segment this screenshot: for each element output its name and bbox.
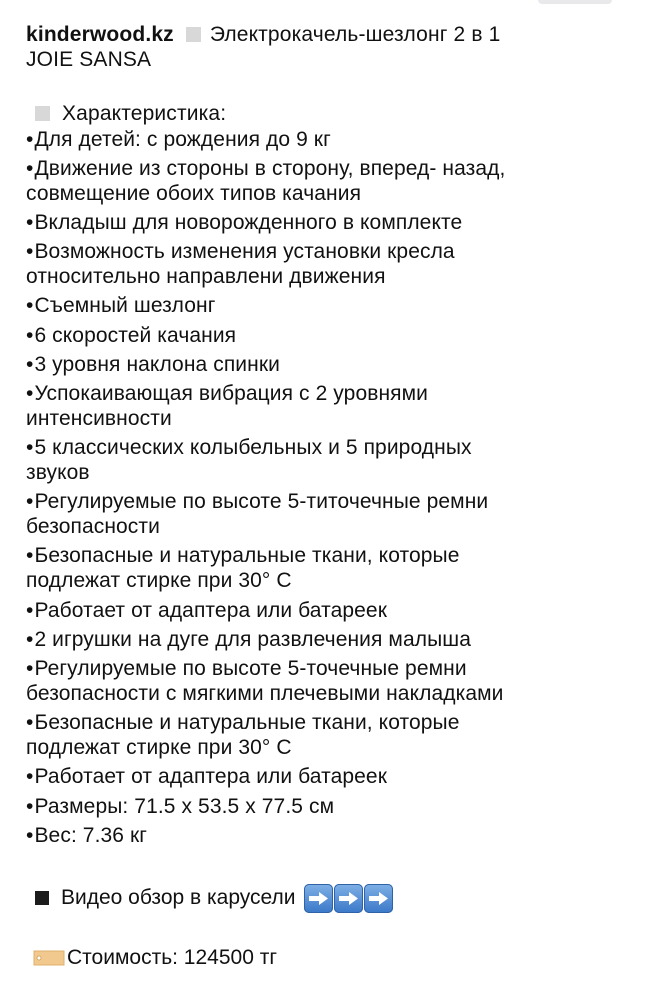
feature-text: безопасности с мягкими плечевыми накладками <box>26 682 504 706</box>
bullet: • <box>26 794 34 818</box>
feature-text: Для детей: с рождения до 9 кг <box>34 127 331 151</box>
top-edge <box>0 0 649 6</box>
feature-text: Регулируемые по высоте 5-титочечные ремни <box>34 490 489 514</box>
bullet: • <box>26 210 34 234</box>
bullet: • <box>26 323 34 347</box>
bullet: • <box>26 490 34 514</box>
post-text <box>26 22 626 971</box>
price-tag-icon <box>33 949 65 967</box>
feature-item <box>26 598 626 623</box>
feature-text: Размеры: 71.5 х 53.5 х 77.5 см <box>34 794 335 818</box>
bullet: • <box>26 240 34 264</box>
feature-item <box>26 543 626 593</box>
feature-item <box>26 627 626 652</box>
right-arrow-icon <box>334 884 363 913</box>
gray-square-icon <box>186 27 201 42</box>
video-note <box>26 884 626 913</box>
feature-text: 3 уровня наклона спинки <box>34 352 280 376</box>
feature-text: Движение из стороны в сторону, вперед- назад, <box>34 156 506 180</box>
feature-item <box>26 710 626 760</box>
price-row <box>26 945 626 971</box>
status-edge <box>538 0 612 4</box>
feature-text: безопасности <box>26 515 160 539</box>
arrow-icons <box>304 884 393 913</box>
feature-item <box>26 764 626 789</box>
feature-text: подлежат стирке при 30° C <box>26 569 292 593</box>
bullet: • <box>26 544 34 568</box>
feature-item <box>26 127 626 152</box>
video-label: Видео обзор в карусели <box>61 886 296 910</box>
bullet: • <box>26 657 34 681</box>
bullet: • <box>26 381 34 405</box>
feature-text: подлежат стирке при 30° C <box>26 736 292 760</box>
features-label: Характеристика: <box>62 102 227 126</box>
feature-item <box>26 239 626 289</box>
feature-text: Безопасные и натуральные ткани, которые <box>34 711 460 735</box>
bullet: • <box>26 823 34 847</box>
feature-text: Вес: 7.36 кг <box>34 823 148 847</box>
price-label: Стоимость: 124500 тг <box>67 945 277 969</box>
right-arrow-icon <box>304 884 333 913</box>
bullet: • <box>26 156 34 180</box>
feature-item <box>26 794 626 819</box>
features-heading <box>26 101 626 126</box>
bullet: • <box>26 711 34 735</box>
bullet: • <box>26 294 34 318</box>
bullet: • <box>26 627 34 651</box>
feature-text: относительно направлени движения <box>26 265 386 289</box>
feature-item <box>26 435 626 485</box>
gray-square-icon <box>35 106 50 121</box>
feature-text: Вкладыш для новорожденного в комплекте <box>34 210 463 234</box>
post-title <box>26 22 626 47</box>
feature-text: Работает от адаптера или батареек <box>34 765 387 789</box>
feature-text: Безопасные и натуральные ткани, которые <box>34 544 460 568</box>
feature-text: Съемный шезлонг <box>34 294 216 318</box>
black-square-icon <box>35 891 49 905</box>
product-title: Электрокачель-шезлонг 2 в 1 <box>209 23 501 46</box>
bullet: • <box>26 598 34 622</box>
feature-text: совмещение обоих типов качания <box>26 181 362 205</box>
feature-item <box>26 656 626 706</box>
feature-item <box>26 210 626 235</box>
brand-name: kinderwood.kz <box>26 23 174 46</box>
bullet: • <box>26 127 34 151</box>
feature-item <box>26 489 626 539</box>
feature-text: Работает от адаптера или батареек <box>34 598 387 622</box>
feature-item <box>26 323 626 348</box>
feature-item <box>26 381 626 431</box>
feature-text: Успокаивающая вибрация с 2 уровнями <box>34 381 429 405</box>
features-list <box>26 127 626 848</box>
product-model: JOIE SANSA <box>26 48 152 72</box>
feature-text: 2 игрушки на дуге для развлечения малыша <box>34 627 471 651</box>
bullet: • <box>26 765 34 789</box>
feature-text: Регулируемые по высоте 5-точечные ремни <box>34 657 467 681</box>
feature-text: 6 скоростей качания <box>34 323 237 347</box>
feature-item <box>26 293 626 318</box>
feature-text: Возможность изменения установки кресла <box>34 240 455 264</box>
feature-text: звуков <box>26 461 90 485</box>
bullet: • <box>26 436 34 460</box>
feature-item <box>26 156 626 206</box>
feature-text: интенсивности <box>26 406 172 430</box>
right-arrow-icon <box>364 884 393 913</box>
feature-item <box>26 352 626 377</box>
feature-item <box>26 823 626 848</box>
bullet: • <box>26 352 34 376</box>
feature-text: 5 классических колыбельных и 5 природных <box>34 436 472 460</box>
